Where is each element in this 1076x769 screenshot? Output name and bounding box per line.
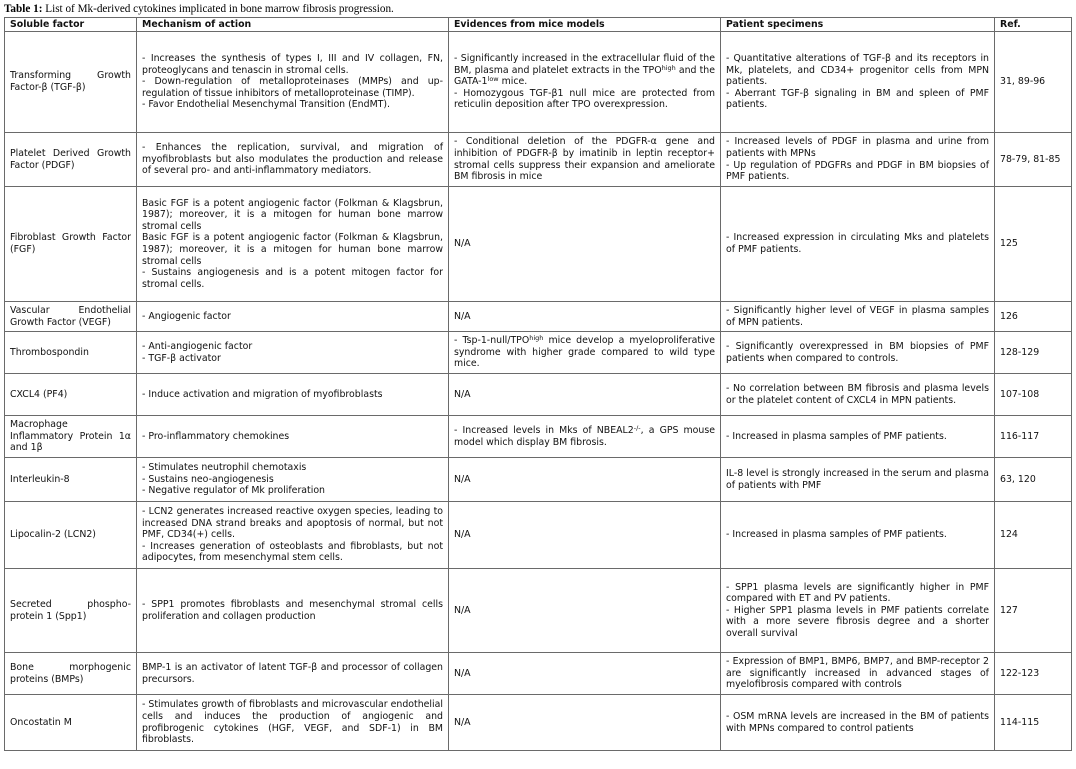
header-mice-models: Evidences from mice models: [449, 18, 721, 32]
evidence-text: mice.: [498, 76, 528, 88]
patient-specimen-line: - Increased in plasma samples of PMF patients.: [726, 529, 947, 541]
soluble-factor-cell: CXCL4 (PF4): [5, 374, 137, 416]
mechanism-line: - LCN2 generates increased reactive oxygen species, leading to increased DNA strand breaks and apoptosis of normal, but not PMF, CD34(+) cells.: [142, 506, 443, 541]
table-row: [5, 332, 1072, 374]
patient-specimens-cell: [721, 332, 995, 374]
mice-evidence-cell: [449, 374, 721, 416]
mice-evidence-line: [454, 136, 715, 182]
mechanism-cell: [137, 502, 449, 569]
mechanism-line: Basic FGF is a potent angiogenic factor (Folkman & Klagsbrun, 1987); moreover, it is a mitogen for human bone marrow stromal cells: [142, 197, 443, 232]
mice-evidence-cell: [449, 458, 721, 502]
mechanism-line: - Pro-inflammatory chemokines: [142, 430, 290, 442]
table-header-row: [5, 18, 1072, 32]
mice-evidence-cell: [449, 416, 721, 458]
table-row: [5, 133, 1072, 187]
evidence-text: N/A: [454, 667, 471, 679]
patient-specimen-line: - No correlation between BM fibrosis and plasma levels or the platelet content of CXCL4 in MPN patients.: [726, 382, 989, 406]
patient-specimen-line: - Increased levels of PDGF in plasma and urine from patients with MPNs: [726, 136, 989, 159]
soluble-factor-cell: Lipocalin-2 (LCN2): [5, 502, 137, 569]
evidence-text: N/A: [454, 473, 471, 485]
mice-evidence-cell: [449, 569, 721, 653]
evidence-text: , a GPS mouse model which display BM fibrosis.: [454, 424, 715, 448]
patient-specimen-line: - Higher SPP1 plasma levels in PMF patients correlate with a more severe fibrosis degree and a shorter overall survival: [726, 604, 989, 639]
mechanism-cell: [137, 374, 449, 416]
mice-evidence-line: [454, 88, 715, 111]
mice-evidence-cell: [449, 302, 721, 332]
mice-evidence-cell: [449, 653, 721, 695]
evidence-text: and the GATA-1: [454, 64, 716, 88]
table-caption: [4, 3, 394, 15]
superscript: high: [529, 334, 544, 343]
evidence-text: - Tsp-1-null/TPO: [454, 335, 530, 347]
evidence-text: N/A: [454, 310, 471, 322]
table-row: [5, 374, 1072, 416]
mice-evidence-cell: [449, 187, 721, 302]
soluble-factor-cell: Transforming Growth Factor-β (TGF-β): [5, 32, 137, 133]
mechanism-line: - Stimulates growth of fibroblasts and microvascular endothelial cells and induces the production of angiogenic and profibrogenic cytokines (HGF, VEGF, and SDF-1) in BM fibroblasts.: [142, 699, 443, 746]
evidence-text: - Conditional deletion of the PDGFR-α gene and inhibition of PDGFR-β by imatinib in leptin receptor+ stromal cells suppress their expansion and ameliorate BM fibrosis in mice: [454, 136, 715, 183]
patient-specimens-cell: [721, 187, 995, 302]
evidence-text: N/A: [454, 529, 471, 541]
mechanism-line: - Enhances the replication, survival, and migration of myofibroblasts but also modulates the production and release of several pro- and anti-inflammatory mediators.: [142, 142, 443, 177]
mechanism-line: - Stimulates neutrophil chemotaxis: [142, 462, 307, 474]
mechanism-line: - Increases generation of osteoblasts and fibroblasts, but not adipocytes, from mesenchymal stem cells.: [142, 540, 443, 564]
table-row: [5, 569, 1072, 653]
patient-specimens-cell: [721, 458, 995, 502]
ref-cell: 114-115: [995, 695, 1072, 751]
soluble-factor-cell: Fibroblast Growth Factor (FGF): [5, 187, 137, 302]
patient-specimens-cell: [721, 416, 995, 458]
patient-specimens-cell: [721, 653, 995, 695]
patient-specimen-line: - Aberrant TGF-β signaling in BM and spleen of PMF patients.: [726, 87, 989, 111]
mechanism-cell: [137, 695, 449, 751]
cytokine-table: [4, 17, 1072, 751]
patient-specimen-line: - OSM mRNA levels are increased in the BM of patients with MPNs compared to control patients: [726, 710, 989, 734]
patient-specimens-cell: [721, 133, 995, 187]
caption-label: Table 1:: [4, 3, 43, 15]
ref-cell: 63, 120: [995, 458, 1072, 502]
evidence-text: N/A: [454, 716, 471, 728]
mechanism-cell: [137, 458, 449, 502]
mice-evidence-line: [454, 311, 715, 323]
mechanism-cell: [137, 416, 449, 458]
ref-cell: 31, 89-96: [995, 32, 1072, 133]
header-ref: Ref.: [995, 18, 1072, 32]
mice-evidence-line: [454, 668, 715, 680]
mechanism-cell: [137, 302, 449, 332]
evidence-text: - Increased levels in Mks of NBEAL2: [454, 424, 634, 436]
table-row: [5, 695, 1072, 751]
superscript: -/-: [633, 423, 641, 432]
mice-evidence-line: [454, 529, 715, 541]
mice-evidence-cell: [449, 133, 721, 187]
evidence-text: - Homozygous TGF-β1 null mice are protected from reticulin deposition after TPO overexpression.: [454, 87, 715, 111]
soluble-factor-cell: Vascular Endothelial Growth Factor (VEGF): [5, 302, 137, 332]
patient-specimen-line: - Increased in plasma samples of PMF patients.: [726, 430, 947, 442]
patient-specimens-cell: [721, 374, 995, 416]
soluble-factor-cell: Macrophage Inflammatory Protein 1α and 1β: [5, 416, 137, 458]
patient-specimens-cell: [721, 569, 995, 653]
mice-evidence-cell: [449, 502, 721, 569]
soluble-factor-cell: Bone morphogenic proteins (BMPs): [5, 653, 137, 695]
evidence-text: mice develop a myeloproliferative syndrome with higher grade compared to wild type mice.: [454, 335, 715, 370]
patient-specimen-line: - Up regulation of PDGFRs and PDGF in BM biopsies of PMF patients.: [726, 159, 989, 183]
evidence-text: - Significantly increased in the extracellular fluid of the BM, plasma and platelet extracts in the TPO: [454, 53, 715, 76]
patient-specimen-line: - Significantly overexpressed in BM biopsies of PMF patients when compared to controls.: [726, 340, 989, 364]
mechanism-cell: [137, 653, 449, 695]
ref-cell: 116-117: [995, 416, 1072, 458]
soluble-factor-cell: Thrombospondin: [5, 332, 137, 374]
mechanism-line: - Favor Endothelial Mesenchymal Transition (EndMT).: [142, 99, 391, 111]
soluble-factor-cell: Interleukin-8: [5, 458, 137, 502]
mechanism-line: - Down-regulation of metalloproteinases (MMPs) and up-regulation of tissue inhibitors of metalloproteinase (TIMP).: [142, 76, 443, 99]
soluble-factor-cell: Platelet Derived Growth Factor (PDGF): [5, 133, 137, 187]
ref-cell: 125: [995, 187, 1072, 302]
mechanism-cell: [137, 332, 449, 374]
mice-evidence-line: [454, 335, 715, 370]
mechanism-line: - Angiogenic factor: [142, 310, 231, 322]
table-row: [5, 32, 1072, 133]
mice-evidence-line: [454, 238, 715, 250]
ref-cell: 122-123: [995, 653, 1072, 695]
mice-evidence-line: [454, 717, 715, 729]
patient-specimen-line: - Significantly higher level of VEGF in plasma samples of MPN patients.: [726, 304, 989, 328]
header-patient-specimens: Patient specimens: [721, 18, 995, 32]
mice-evidence-cell: [449, 332, 721, 374]
ref-cell: 107-108: [995, 374, 1072, 416]
evidence-text: N/A: [454, 388, 471, 400]
mechanism-cell: [137, 32, 449, 133]
patient-specimen-line: - Quantitative alterations of TGF-β and its receptors in Mk, platelets, and CD34+ progenitor cells from MPN patients.: [726, 53, 989, 88]
mechanism-cell: [137, 569, 449, 653]
patient-specimen-line: - SPP1 plasma levels are significantly higher in PMF compared with ET and PV patients.: [726, 581, 989, 605]
mechanism-line: - Sustains angiogenesis and is a potent mitogen factor for stromal cells.: [142, 267, 443, 290]
mice-evidence-line: [454, 425, 715, 448]
patient-specimen-line: - Increased expression in circulating Mks and platelets of PMF patients.: [726, 232, 989, 255]
header-soluble-factor: Soluble factor: [5, 18, 137, 32]
table-row: [5, 187, 1072, 302]
superscript: high: [661, 63, 676, 72]
mice-evidence-cell: [449, 32, 721, 133]
header-mechanism: Mechanism of action: [137, 18, 449, 32]
ref-cell: 126: [995, 302, 1072, 332]
patient-specimens-cell: [721, 502, 995, 569]
mechanism-line: Basic FGF is a potent angiogenic factor (Folkman & Klagsbrun, 1987); moreover, it is a mitogen for human bone marrow stromal cells: [142, 232, 443, 267]
mechanism-line: - TGF-β activator: [142, 352, 221, 364]
mechanism-cell: [137, 187, 449, 302]
table-row: [5, 502, 1072, 569]
table-row: [5, 302, 1072, 332]
mice-evidence-line: [454, 53, 715, 88]
ref-cell: 78-79, 81-85: [995, 133, 1072, 187]
mechanism-cell: [137, 133, 449, 187]
patient-specimens-cell: [721, 32, 995, 133]
patient-specimens-cell: [721, 302, 995, 332]
mechanism-line: BMP-1 is an activator of latent TGF-β and processor of collagen precursors.: [142, 661, 443, 685]
evidence-text: N/A: [454, 238, 471, 250]
caption-text: List of Mk-derived cytokines implicated in bone marrow fibrosis progression.: [42, 3, 394, 15]
soluble-factor-cell: Secreted phospho-protein 1 (Spp1): [5, 569, 137, 653]
ref-cell: 124: [995, 502, 1072, 569]
ref-cell: 127: [995, 569, 1072, 653]
mechanism-line: - Induce activation and migration of myofibroblasts: [142, 388, 383, 400]
mice-evidence-line: [454, 474, 715, 486]
mechanism-line: - Negative regulator of Mk proliferation: [142, 485, 326, 497]
ref-cell: 128-129: [995, 332, 1072, 374]
patient-specimens-cell: [721, 695, 995, 751]
mechanism-line: - Anti-angiogenic factor: [142, 340, 253, 352]
table-row: [5, 653, 1072, 695]
mechanism-line: - Sustains neo-angiogenesis: [142, 473, 274, 485]
mechanism-line: - SPP1 promotes fibroblasts and mesenchymal stromal cells proliferation and collagen production: [142, 598, 443, 622]
evidence-text: N/A: [454, 604, 471, 616]
superscript: low: [487, 75, 499, 84]
table-row: [5, 416, 1072, 458]
soluble-factor-cell: Oncostatin M: [5, 695, 137, 751]
mice-evidence-line: [454, 389, 715, 401]
patient-specimen-line: IL-8 level is strongly increased in the serum and plasma of patients with PMF: [726, 467, 989, 491]
table-row: [5, 458, 1072, 502]
mice-evidence-line: [454, 605, 715, 617]
mice-evidence-cell: [449, 695, 721, 751]
patient-specimen-line: - Expression of BMP1, BMP6, BMP7, and BMP-receptor 2 are significantly increased in advanced stages of myelofibrosis compared with controls: [726, 656, 989, 691]
mechanism-line: - Increases the synthesis of types I, III and IV collagen, FN, proteoglycans and tenascin in stromal cells.: [142, 53, 443, 76]
